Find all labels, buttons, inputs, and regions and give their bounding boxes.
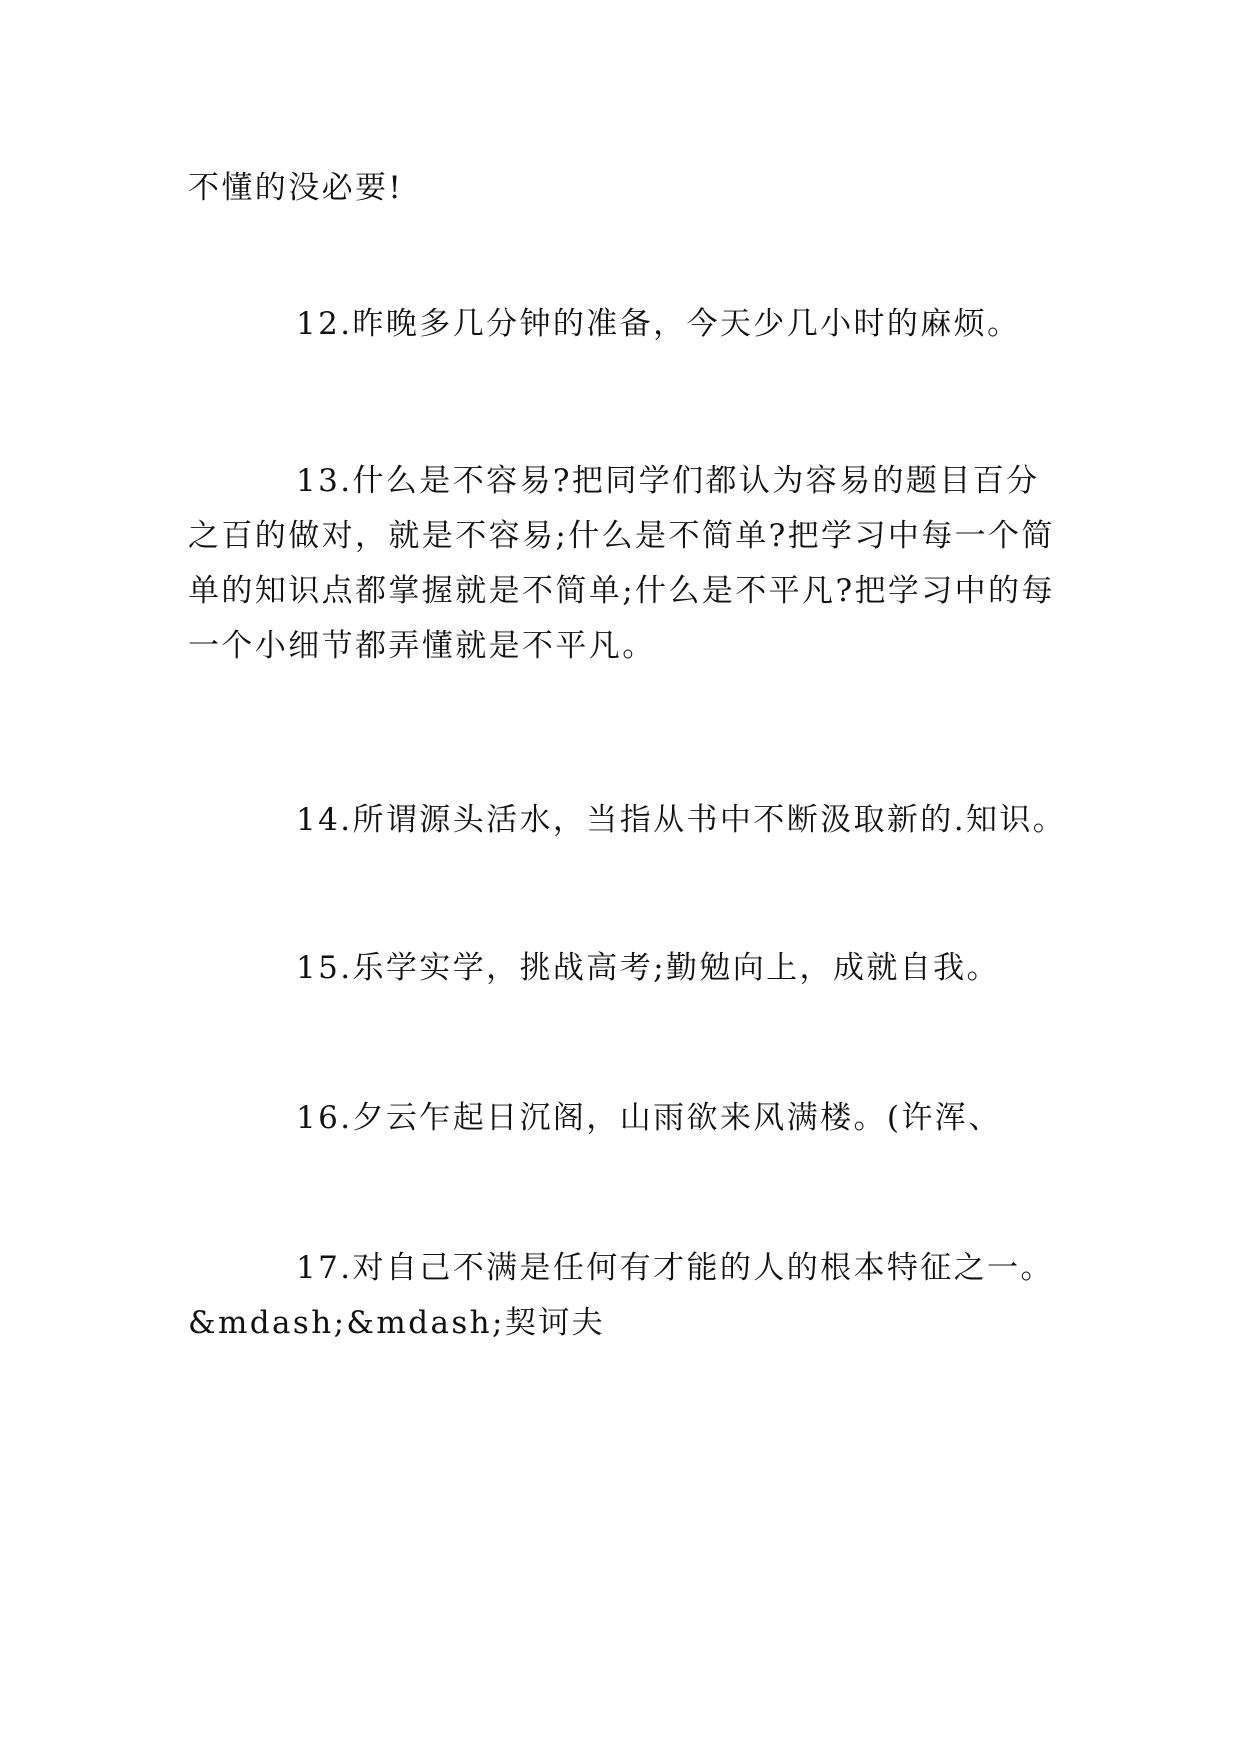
- paragraph-15: 15.乐学实学，挑战高考;勤勉向上，成就自我。: [296, 950, 1000, 986]
- paragraph-13-line-4: 一个小细节都弄懂就是不平凡。: [188, 628, 656, 664]
- paragraph-13-line-1: 13.什么是不容易?把同学们都认为容易的题目百分: [296, 463, 1040, 499]
- paragraph-11-tail: 不懂的没必要!: [188, 170, 404, 206]
- paragraph-13-line-2: 之百的做对，就是不容易;什么是不简单?把学习中每一个简: [188, 518, 1055, 554]
- paragraph-16: 16.夕云乍起日沉阁，山雨欲来风满楼。(许浑、: [296, 1100, 1002, 1136]
- paragraph-13-line-3: 单的知识点都掌握就是不简单;什么是不平凡?把学习中的每: [188, 573, 1055, 609]
- paragraph-17-line-1: 17.对自己不满是任何有才能的人的根本特征之一。: [296, 1250, 1054, 1286]
- paragraph-12: 12.昨晚多几分钟的准备，今天少几小时的麻烦。: [296, 306, 1021, 342]
- paragraph-14: 14.所谓源头活水，当指从书中不断汲取新的.知识。: [296, 802, 1067, 838]
- paragraph-17-line-2: &mdash;&mdash;契诃夫: [188, 1305, 606, 1341]
